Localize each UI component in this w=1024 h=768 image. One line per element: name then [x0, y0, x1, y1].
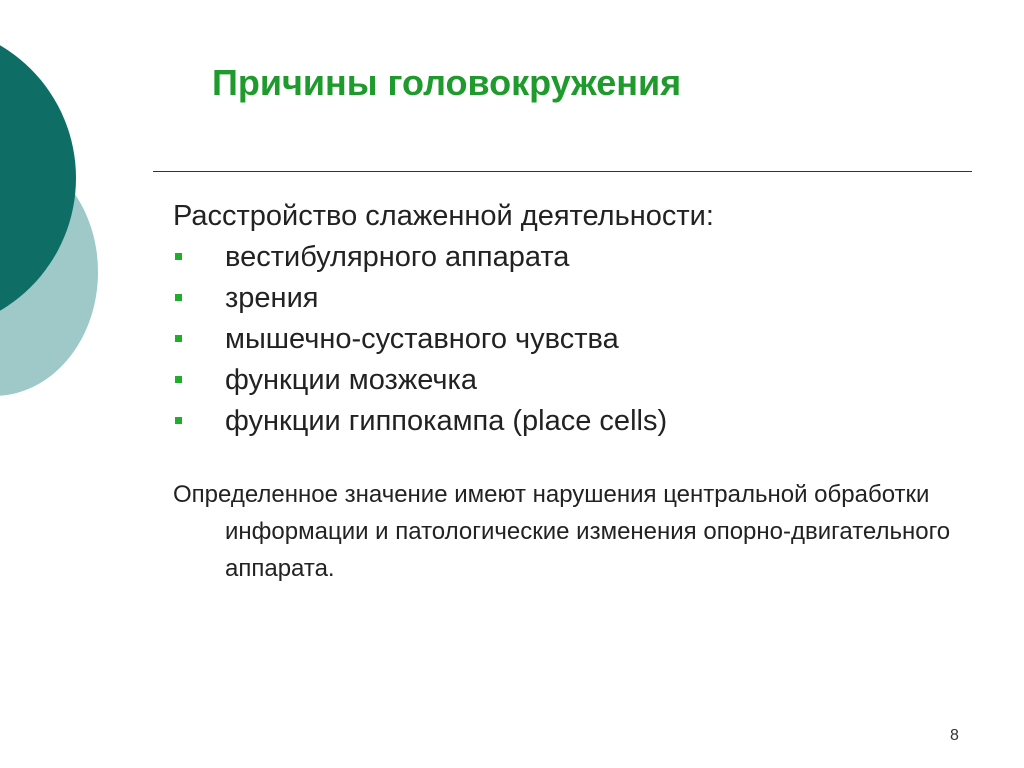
bullet-text: функции мозжечка: [225, 364, 477, 396]
bullet-item: [173, 237, 714, 278]
title-divider: [153, 171, 972, 172]
bullet-text: мышечно-суставного чувства: [225, 323, 619, 355]
lead-text: Расстройство слаженной деятельности:: [173, 200, 714, 232]
bullet-item: [173, 401, 714, 442]
bullet-item: [173, 319, 714, 360]
bullet-text: функции гиппокампа (place cells): [225, 405, 668, 437]
bullet-text: зрения: [225, 282, 319, 314]
bullet-text: вестибулярного аппарата: [225, 241, 570, 273]
slide-body: [173, 196, 714, 442]
bullet-item: [173, 360, 714, 401]
square-bullet-icon: [175, 417, 182, 424]
note-paragraph: Определенное значение имеют нарушения центральной обработки информации и патологические изменения опорно-двигательного аппарата.: [173, 481, 951, 582]
square-bullet-icon: [175, 294, 182, 301]
square-bullet-icon: [175, 335, 182, 342]
bullet-list: [173, 237, 714, 442]
square-bullet-icon: [175, 253, 182, 260]
square-bullet-icon: [175, 376, 182, 383]
page-number: 8: [950, 727, 959, 744]
bullet-item: [173, 278, 714, 319]
slide-title: Причины головокружения: [212, 62, 682, 103]
